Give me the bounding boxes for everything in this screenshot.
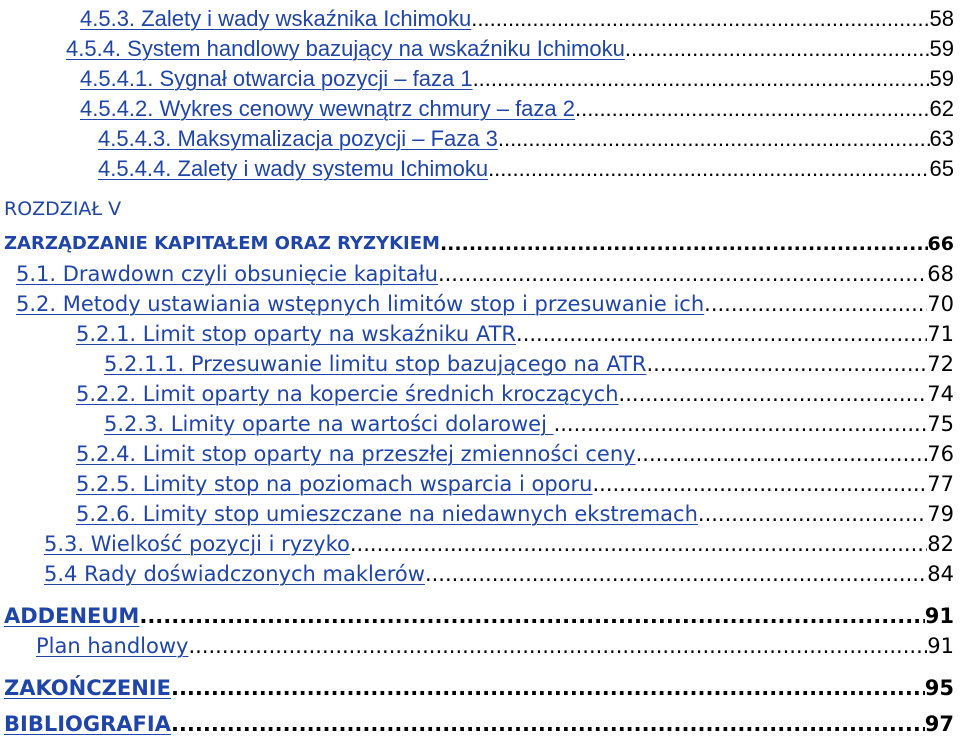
dot-leader: [698, 499, 927, 529]
toc-page-number: 82: [927, 532, 954, 556]
toc-entry[interactable]: [76, 439, 954, 469]
toc-page-number: 84: [927, 562, 954, 586]
toc-page-number: 62: [929, 96, 954, 121]
dot-leader: [139, 601, 924, 631]
toc-entry[interactable]: [4, 709, 954, 739]
toc-page-number: 59: [929, 36, 954, 61]
toc-page-number: 68: [927, 262, 954, 286]
toc-entry[interactable]: [80, 4, 954, 34]
toc-entry-label[interactable]: 5.2.1. Limit stop oparty na wskaźniku ATR: [76, 322, 517, 346]
dot-leader: [471, 4, 929, 34]
toc-entry-label[interactable]: 4.5.4.3. Maksymalizacja pozycji – Faza 3: [98, 126, 498, 151]
toc-entry[interactable]: [76, 379, 954, 409]
toc-page-number: 74: [927, 382, 954, 406]
toc-page-number: 71: [927, 322, 954, 346]
dot-leader: [488, 154, 929, 184]
toc-entry[interactable]: [76, 469, 954, 499]
toc-page-number: 95: [924, 676, 954, 700]
dot-leader: [440, 229, 928, 259]
toc-entry[interactable]: [4, 673, 954, 703]
toc-page-number: 91: [924, 604, 954, 628]
dot-leader: [188, 631, 927, 661]
toc-page-number: 65: [929, 156, 954, 181]
toc-entry[interactable]: [16, 289, 954, 319]
dot-leader: [498, 124, 930, 154]
dot-leader: [619, 379, 928, 409]
toc-entry-label[interactable]: 5.2.2. Limit oparty na kopercie średnich kroczących: [76, 382, 619, 406]
chapter-heading[interactable]: [4, 194, 121, 224]
dot-leader: [554, 409, 928, 439]
toc-entry-label[interactable]: ZARZĄDZANIE KAPITAŁEM ORAZ RYZYKIEM: [4, 233, 440, 254]
toc-entry[interactable]: [36, 631, 954, 661]
dot-leader: [625, 34, 930, 64]
toc-page-number: 91: [927, 634, 954, 658]
toc-page-number: 97: [924, 712, 954, 736]
toc-entry[interactable]: [4, 601, 954, 631]
toc-entry-label[interactable]: 5.2.3. Limity oparte na wartości dolarowej: [104, 412, 554, 436]
dot-leader: [575, 94, 930, 124]
toc-page-number: 72: [927, 352, 954, 376]
toc-page-number: 66: [927, 233, 954, 255]
toc-page-number: 76: [927, 442, 954, 466]
toc-entry-label[interactable]: 4.5.3. Zalety i wady wskaźnika Ichimoku: [80, 6, 472, 31]
toc-entry-label[interactable]: 5.3. Wielkość pozycji i ryzyko: [44, 532, 350, 556]
toc-entry-label[interactable]: 5.2. Metody ustawiania wstępnych limitów stop i przesuwanie ich: [16, 292, 705, 316]
toc-entry[interactable]: [98, 154, 954, 184]
toc-page-number: 59: [929, 66, 954, 91]
toc-page-number: 63: [929, 126, 954, 151]
dot-leader: [636, 439, 928, 469]
dot-leader: [516, 319, 927, 349]
dot-leader: [592, 469, 927, 499]
toc-entry[interactable]: [98, 124, 954, 154]
dot-leader: [473, 64, 930, 94]
toc-entry-label[interactable]: 5.4 Rady doświadczonych maklerów: [44, 562, 425, 586]
toc-page-number: 77: [927, 472, 954, 496]
toc-page-number: 70: [927, 292, 954, 316]
dot-leader: [647, 349, 928, 379]
toc-entry-label[interactable]: ZAKOŃCZENIE: [4, 676, 171, 700]
toc-entry[interactable]: [76, 499, 954, 529]
toc-entry-label[interactable]: 4.5.4. System handlowy bazujący na wskaźniku Ichimoku: [66, 36, 625, 61]
toc-entry-label[interactable]: ADDENEUM: [4, 604, 140, 628]
toc-entry-label[interactable]: 5.2.1.1. Przesuwanie limitu stop bazującego na ATR: [104, 352, 647, 376]
dot-leader: [171, 673, 925, 703]
dot-leader: [438, 259, 927, 289]
toc-entry-label[interactable]: 5.2.5. Limity stop na poziomach wsparcia i oporu: [76, 472, 593, 496]
dot-leader: [350, 529, 927, 559]
toc-entry[interactable]: [104, 409, 954, 439]
toc-entry-label[interactable]: 5.2.4. Limit stop oparty na przeszłej zmienności ceny: [76, 442, 636, 466]
toc-entry-label[interactable]: BIBLIOGRAFIA: [4, 712, 171, 736]
toc-entry-label[interactable]: 4.5.4.1. Sygnał otwarcia pozycji – faza 1: [80, 66, 473, 91]
toc-entry-label[interactable]: 5.1. Drawdown czyli obsunięcie kapitału: [16, 262, 438, 286]
toc-entry[interactable]: [66, 34, 954, 64]
toc-entry-label[interactable]: 5.2.6. Limity stop umieszczane na niedawnych ekstremach: [76, 502, 698, 526]
toc-entry[interactable]: [76, 319, 954, 349]
toc-page-number: 75: [927, 412, 954, 436]
toc-entry[interactable]: [80, 64, 954, 94]
toc-entry[interactable]: [4, 229, 954, 259]
dot-leader: [704, 289, 927, 319]
dot-leader: [171, 709, 925, 739]
chapter-number[interactable]: ROZDZIAŁ V: [4, 198, 122, 220]
toc-entry[interactable]: [44, 529, 954, 559]
toc-page-number: 79: [927, 502, 954, 526]
toc-entry[interactable]: [44, 559, 954, 589]
toc-entry-label[interactable]: Plan handlowy: [36, 634, 189, 658]
toc-entry[interactable]: [16, 259, 954, 289]
toc-entry[interactable]: [80, 94, 954, 124]
toc-entry-label[interactable]: 4.5.4.2. Wykres cenowy wewnątrz chmury – faza 2: [80, 96, 575, 121]
toc-entry[interactable]: [104, 349, 954, 379]
toc-page-number: 58: [929, 6, 954, 31]
dot-leader: [425, 559, 927, 589]
toc-entry-label[interactable]: 4.5.4.4. Zalety i wady systemu Ichimoku: [98, 156, 489, 181]
